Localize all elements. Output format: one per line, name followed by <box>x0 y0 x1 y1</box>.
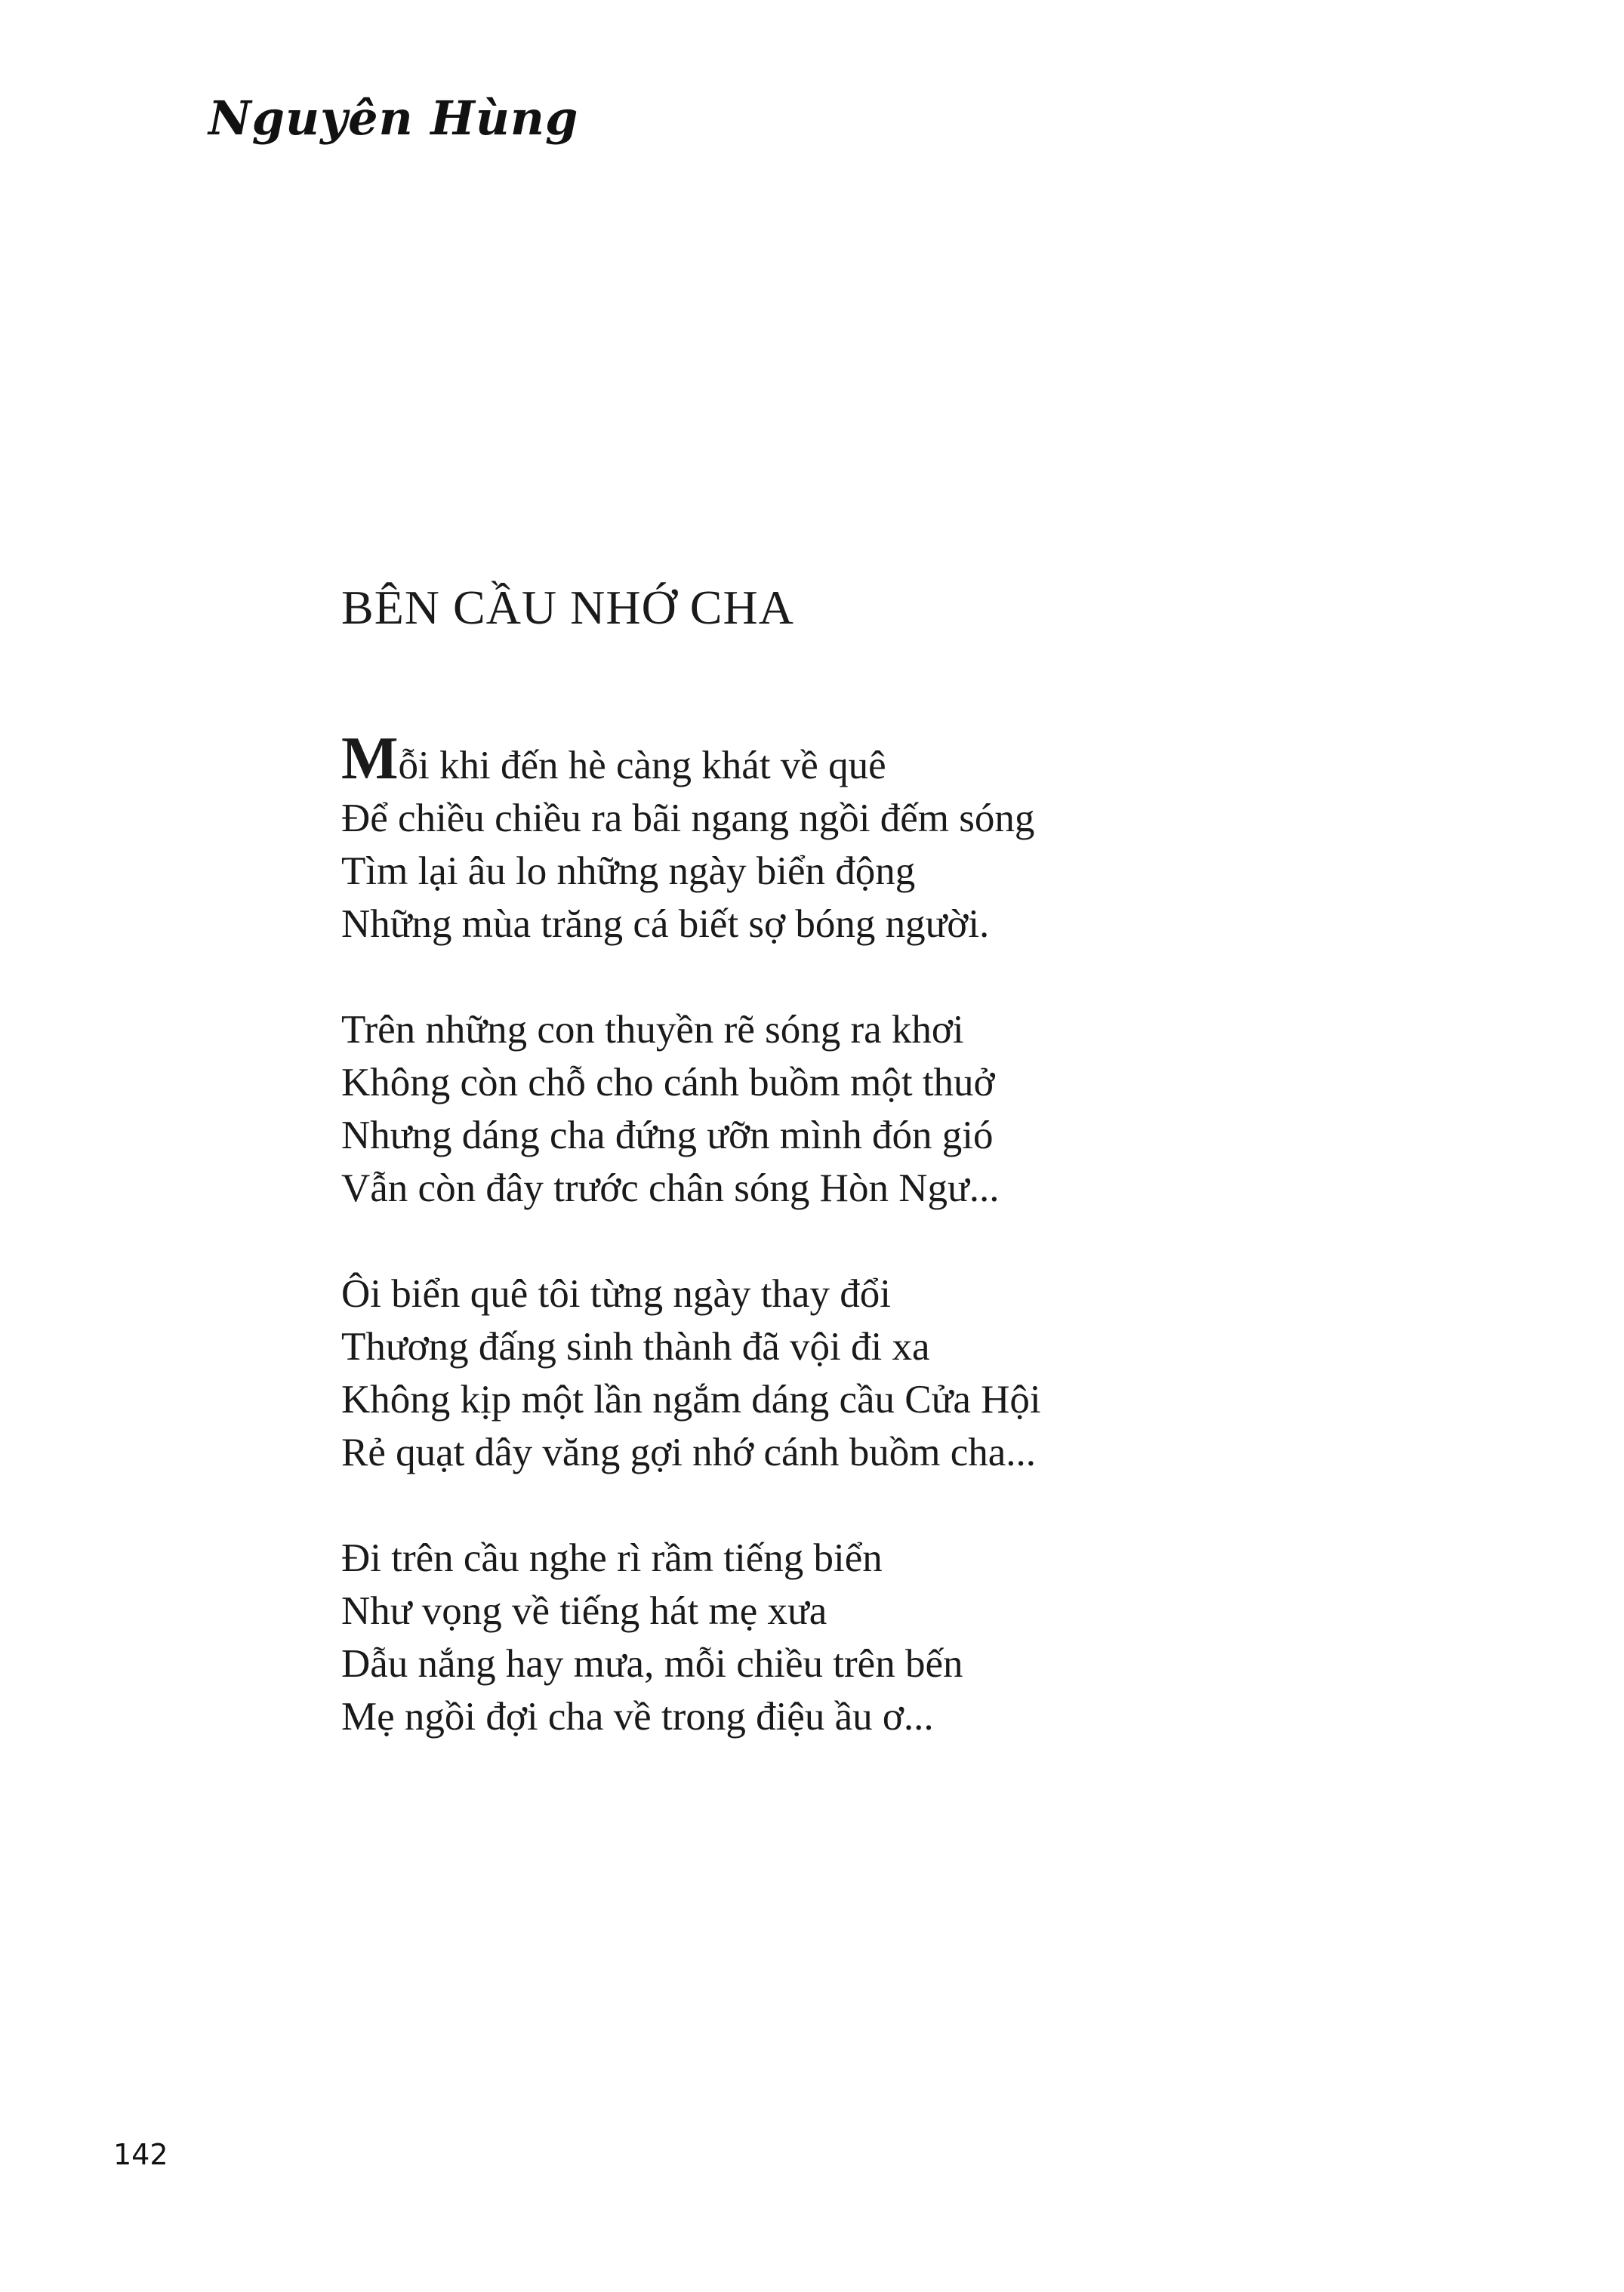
poem <box>341 574 1549 1796</box>
poem-line: Những mùa trăng cá biết sợ bóng người. <box>341 902 990 946</box>
page-number: 142 <box>113 2138 168 2171</box>
running-header-author: Nguyên Hùng <box>208 91 579 146</box>
poem-line: Tìm lại âu lo những ngày biển động <box>341 849 916 893</box>
poem-line: Trên những con thuyền rẽ sóng ra khơi <box>341 1008 964 1052</box>
poem-line: Như vọng về tiếng hát mẹ xưa <box>341 1589 827 1633</box>
drop-cap: M <box>341 725 399 792</box>
poem-line: Ôi biển quê tôi từng ngày thay đổi <box>341 1272 891 1316</box>
poem-title: BÊN CẦU NHỚ CHA <box>341 581 794 634</box>
stanza-3 <box>341 1268 1549 1479</box>
poem-line: Rẻ quạt dây văng gợi nhớ cánh buồm cha... <box>341 1431 1037 1474</box>
poem-line-first <box>341 725 1549 792</box>
poem-line: Đi trên cầu nghe rì rầm tiếng biển <box>341 1536 883 1580</box>
poem-line: Dẫu nắng hay mưa, mỗi chiều trên bến <box>341 1642 963 1686</box>
poem-line: Mẹ ngồi đợi cha về trong điệu ầu ơ... <box>341 1695 934 1739</box>
poem-line: Không kịp một lần ngắm dáng cầu Cửa Hội <box>341 1378 1041 1422</box>
poem-line: Không còn chỗ cho cánh buồm một thuở <box>341 1061 995 1104</box>
first-line-text: ỗi khi đến hè càng khát về quê <box>398 744 886 787</box>
stanza-2 <box>341 1003 1549 1215</box>
poem-line: Thương đấng sinh thành đã vội đi xa <box>341 1325 930 1369</box>
stanza-1 <box>341 725 1549 950</box>
poem-line: Vẫn còn đây trước chân sóng Hòn Ngư... <box>341 1166 1000 1210</box>
poem-line: Để chiều chiều ra bãi ngang ngồi đếm sóng <box>341 796 1035 840</box>
stanza-4 <box>341 1532 1549 1743</box>
poem-line: Nhưng dáng cha đứng ưỡn mình đón gió <box>341 1114 994 1157</box>
